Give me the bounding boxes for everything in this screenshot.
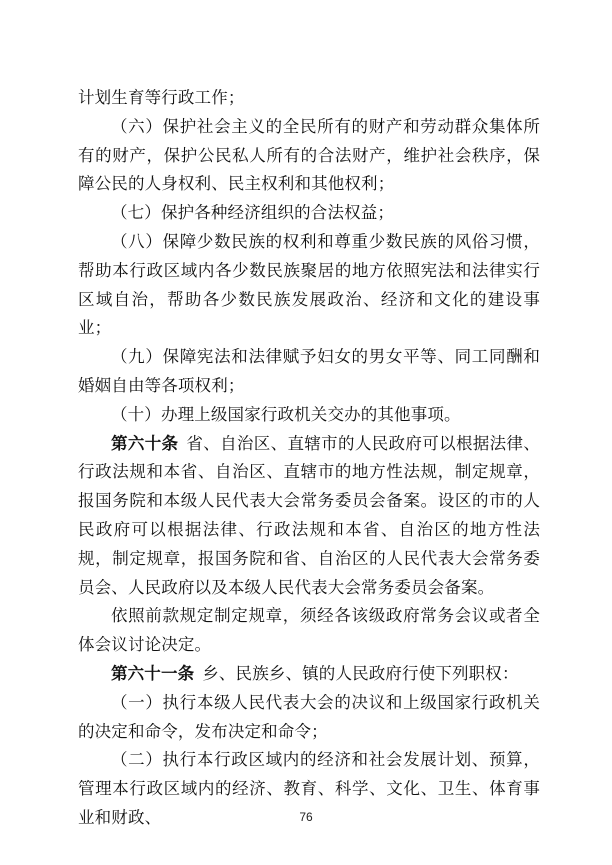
article-60 [78,430,540,603]
paragraph-item-6: （六）保护社会主义的全民所有的财产和劳动群众集体所有的财产，保护公民私人所有的合法财产，维护社会秩序，保障公民的人身权利、民主权利和其他权利； [78,116,540,194]
paragraph-item-2: （二）执行本行政区域内的经济和社会发展计划、预算，管理本行政区域内的经济、教育、科学、文化、卫生、体育事业和财政、 [78,750,540,827]
page-number: 76 [299,810,313,824]
paragraph-item-9: （九）保障宪法和法律赋予妇女的男女平等、同工同酬和婚姻自由等各项权利； [78,347,540,395]
paragraph-item-8: （八）保障少数民族的权利和尊重少数民族的风俗习惯，帮助本行政区域内各少数民族聚居的地方依照宪法和法律实行区域自治，帮助各少数民族发展政治、经济和文化的建设事业； [78,231,540,338]
paragraph-item-1: （一）执行本级人民代表大会的决议和上级国家行政机关的决定和命令，发布决定和命令； [78,692,540,741]
article-60-text: 省、自治区、直辖市的人民政府可以根据法律、行政法规和本省、自治区、直辖市的地方性法规，制定规章，报国务院和本级人民代表大会常务委员会备案。设区的市的人民政府可以根据法律、行政法规和本省、自治区的地方性法规，制定规章，报国务院和省、自治区的人民代表大会常务委员会、人民政府以及本级人民代表大会常务委员会备案。 [78,433,540,597]
paragraph-item-10: （十）办理上级国家行政机关交办的其他事项。 [111,404,461,424]
article-61-text: 乡、民族乡、镇的人民政府行使下列职权： [202,663,519,683]
paragraph-item-7: （七）保护各种经济组织的合法权益； [111,203,395,223]
document-body [78,84,540,833]
article-60-heading: 第六十条 [111,433,179,453]
article-61 [78,660,540,689]
paragraph-continuation: 计划生育等行政工作； [78,88,245,107]
article-61-heading: 第六十一条 [111,663,195,683]
paragraph-article-60-clause-2: 依照前款规定制定规章，须经各该级政府常务会议或者全体会议讨论决定。 [78,606,540,655]
